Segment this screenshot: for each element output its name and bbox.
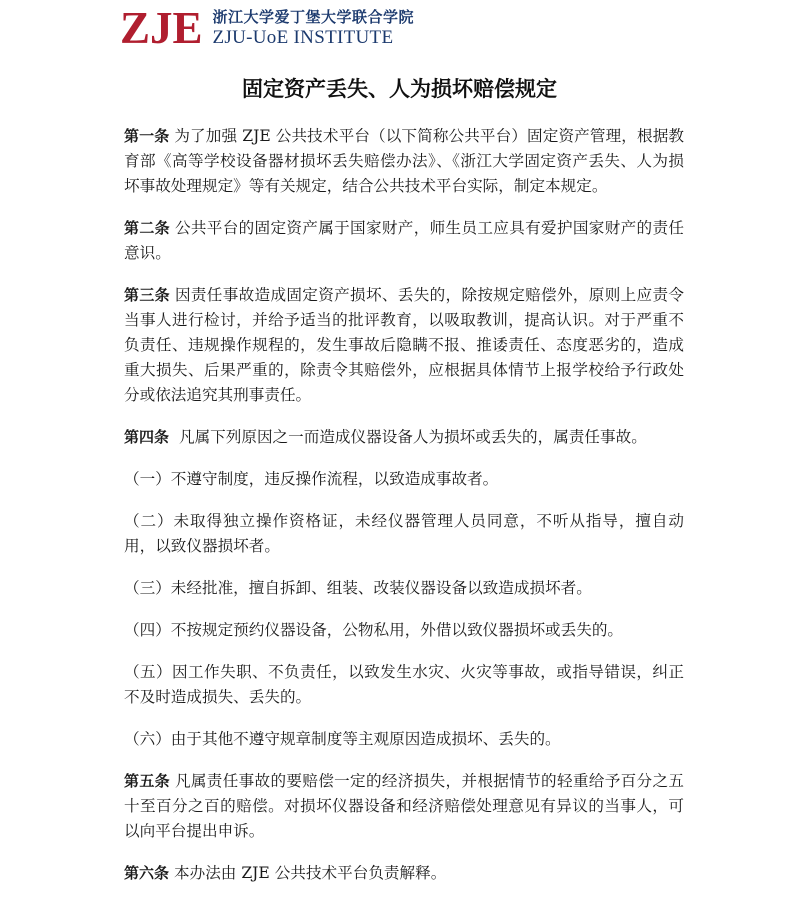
article-1 xyxy=(124,124,684,199)
list-item: （二）未取得独立操作资格证，未经仪器管理人员同意，不听从指导，擅自动用，以致仪器损坏者。 xyxy=(124,512,684,555)
article-text: 凡属责任事故的要赔偿一定的经济损失，并根据情节的轻重给予百分之五十至百分之百的赔偿。对损坏仪器设备和经济赔偿处理意见有异议的当事人，可以向平台提出申诉。 xyxy=(124,772,684,840)
list-item: （六）由于其他不遵守规章制度等主观原因造成损坏、丢失的。 xyxy=(124,730,561,748)
article-text: 公共平台的固定资产属于国家财产，师生员工应具有爱护国家财产的责任意识。 xyxy=(124,219,684,262)
article-4 xyxy=(124,425,684,450)
institute-name-en: ZJU-UoE INSTITUTE xyxy=(212,27,394,48)
article-2 xyxy=(124,216,684,266)
list-item: （四）不按规定预约仪器设备，公物私用，外借以致仪器损坏或丢失的。 xyxy=(124,621,624,639)
document-body xyxy=(124,124,684,903)
article-text: 为了加强 ZJE 公共技术平台（以下简称公共平台）固定资产管理，根据教育部《高等学校设备器材损坏丢失赔偿办法》、《浙江大学固定资产丢失、人为损坏事故处理规定》等有关规定，结合公共技术平台实际，制定本规定。 xyxy=(124,127,684,195)
article-label: 第一条 xyxy=(124,127,170,145)
article-label: 第二条 xyxy=(124,219,170,237)
institute-name-cn: 浙江大学爱丁堡大学联合学院 xyxy=(212,8,415,26)
article-text: 凡属下列原因之一而造成仪器设备人为损坏或丢失的，属责任事故。 xyxy=(174,428,647,446)
article-6 xyxy=(124,861,684,886)
article-label: 第四条 xyxy=(124,428,170,446)
document-title: 固定资产丢失、人为损坏赔偿规定 xyxy=(242,77,557,101)
article-5 xyxy=(124,769,684,844)
institute-name xyxy=(213,8,415,48)
list-item: （三）未经批准，擅自拆卸、组装、改装仪器设备以致造成损坏者。 xyxy=(124,579,592,597)
zje-logo: ZJE xyxy=(120,3,203,53)
header xyxy=(120,3,415,53)
list-item: （五）因工作失职、不负责任，以致发生水灾、火灾等事故，或指导错误，纠正不及时造成损失、丢失的。 xyxy=(124,663,684,706)
article-3 xyxy=(124,283,684,408)
list-item: （一）不遵守制度，违反操作流程，以致造成事故者。 xyxy=(124,470,499,488)
article-label: 第三条 xyxy=(124,286,170,304)
article-label: 第五条 xyxy=(124,772,170,790)
article-text: 因责任事故造成固定资产损坏、丢失的，除按规定赔偿外，原则上应责令当事人进行检讨，并给予适当的批评教育，以吸取教训，提高认识。对于严重不负责任、违规操作规程的，发生事故后隐瞒不报、推诿责任、态度恶劣的，造成重大损失、后果严重的，除责令其赔偿外，应根据具体情节上报学校给予行政处分或依法追究其刑事责任。 xyxy=(124,286,684,404)
article-label: 第六条 xyxy=(124,864,170,882)
article-text: 本办法由 ZJE 公共技术平台负责解释。 xyxy=(174,864,447,882)
